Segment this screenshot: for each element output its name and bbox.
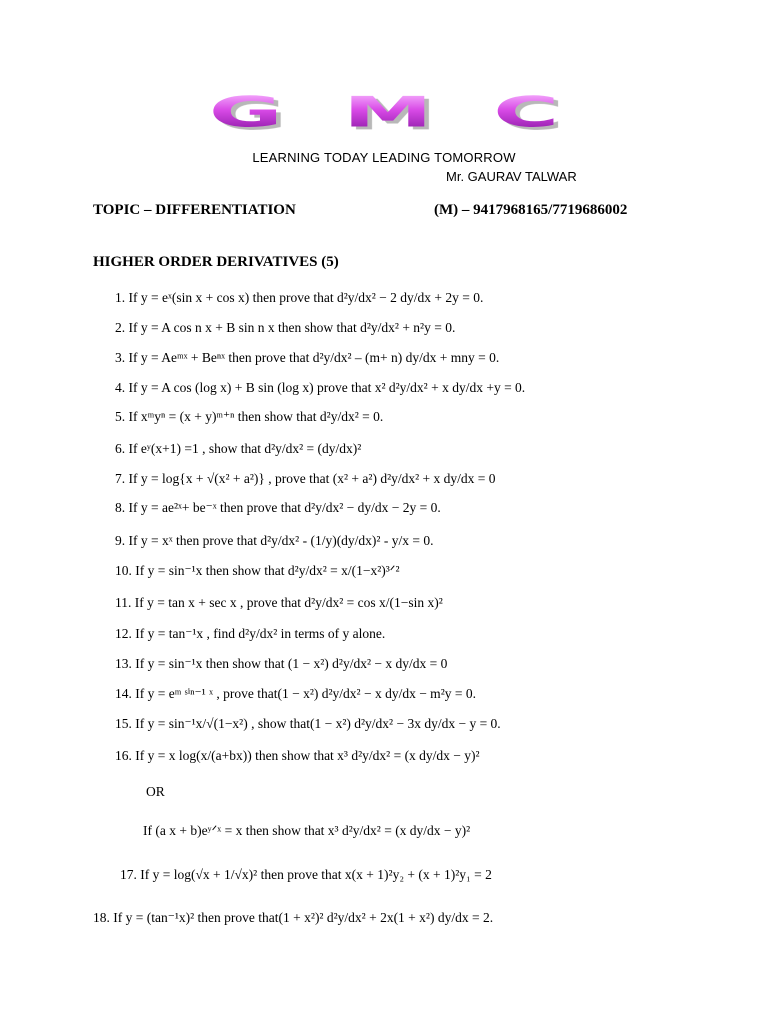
- question-3: [115, 350, 499, 366]
- question-16-alt: [143, 823, 470, 839]
- question-number: 10.: [115, 563, 132, 578]
- question-text: If y = tan x + sec x , prove that d²y/dx² = cos x/(1−sin x)²: [134, 595, 443, 610]
- question-text: If y = ae²ˣ+ be⁻ˣ then prove that d²y/dx² − dy/dx − 2y = 0.: [128, 500, 441, 515]
- question-text: If xᵐyⁿ = (x + y)ᵐ⁺ⁿ then show that d²y/dx² = 0.: [128, 409, 384, 424]
- question-number: 6.: [115, 441, 126, 456]
- question-text: If y = Aeᵐˣ + Beⁿˣ then prove that d²y/dx² – (m+ n) dy/dx + mny = 0.: [128, 350, 500, 365]
- question-text: If y = sin⁻¹x then show that d²y/dx² = x/(1−x²)³ᐟ²: [135, 563, 400, 578]
- motto: LEARNING TODAY LEADING TOMORROW: [252, 150, 516, 165]
- question-number: 4.: [115, 380, 126, 395]
- question-number: 1.: [115, 290, 126, 305]
- question-number: 17.: [120, 867, 137, 882]
- logo-letter-g: G: [208, 87, 283, 137]
- teacher-name: Mr. GAURAV TALWAR: [446, 169, 577, 184]
- topic-title: TOPIC – DIFFERENTIATION: [93, 202, 296, 218]
- question-13: [115, 656, 447, 672]
- question-text: If y = log(√x + 1/√x)² then prove that x(x + 1)²y₂ + (x + 1)²y₁ = 2: [140, 867, 492, 882]
- question-8: [115, 500, 441, 516]
- question-text: If eʸ(x+1) =1 , show that d²y/dx² = (dy/dx)²: [128, 441, 362, 456]
- question-17: [120, 867, 492, 883]
- question-12: [115, 626, 385, 642]
- question-15: [115, 716, 501, 732]
- question-number: 16.: [115, 748, 132, 763]
- question-number: 3.: [115, 350, 126, 365]
- phone-number: (M) – 9417968165/7719686002: [434, 202, 628, 218]
- question-14: [115, 686, 476, 702]
- question-2: [115, 320, 455, 336]
- question-7: [115, 471, 496, 487]
- question-10: [115, 563, 400, 579]
- section-title: HIGHER ORDER DERIVATIVES (5): [93, 254, 339, 270]
- question-number: 12.: [115, 626, 132, 641]
- question-number: 5.: [115, 409, 126, 424]
- question-number: 14.: [115, 686, 132, 701]
- question-11: [115, 595, 443, 611]
- question-18: [93, 910, 493, 926]
- gmc-logo: [200, 84, 570, 140]
- question-text: If y = A cos n x + B sin n x then show that d²y/dx² + n²y = 0.: [128, 320, 456, 335]
- question-number: 9.: [115, 533, 126, 548]
- question-text: If y = sin⁻¹x/√(1−x²) , show that(1 − x²) d²y/dx² − 3x dy/dx − y = 0.: [135, 716, 501, 731]
- question-text: If y = A cos (log x) + B sin (log x) prove that x² d²y/dx² + x dy/dx +y = 0.: [128, 380, 526, 395]
- question-text: If y = x log(x/(a+bx)) then show that x³ d²y/dx² = (x dy/dx − y)²: [135, 748, 480, 763]
- question-text: If y = xˣ then prove that d²y/dx² - (1/y)(dy/dx)² - y/x = 0.: [128, 533, 434, 548]
- question-16: [115, 748, 480, 764]
- question-number: 8.: [115, 500, 126, 515]
- or-text: OR: [146, 784, 165, 799]
- logo-letter-c: C: [493, 87, 560, 137]
- question-text: If y = eᵐ ˢⁱⁿ⁻¹ ˣ , prove that(1 − x²) d²y/dx² − x dy/dx − m²y = 0.: [135, 686, 476, 701]
- question-number: 11.: [115, 595, 132, 610]
- question-number: 7.: [115, 471, 126, 486]
- question-text: If y = log{x + √(x² + a²)} , prove that (x² + a²) d²y/dx² + x dy/dx = 0: [128, 471, 496, 486]
- question-text: If y = tan⁻¹x , find d²y/dx² in terms of y alone.: [135, 626, 386, 641]
- question-text: If (a x + b)eʸᐟˣ = x then show that x³ d²y/dx² = (x dy/dx − y)²: [143, 823, 471, 838]
- question-text: If y = (tan⁻¹x)² then prove that(1 + x²)² d²y/dx² + 2x(1 + x²) dy/dx = 2.: [113, 910, 494, 925]
- question-number: 15.: [115, 716, 132, 731]
- question-number: 18.: [93, 910, 110, 925]
- question-number: 2.: [115, 320, 126, 335]
- question-text: If y = eˣ(sin x + cos x) then prove that d²y/dx² − 2 dy/dx + 2y = 0.: [128, 290, 484, 305]
- question-6: [115, 441, 361, 457]
- question-1: [115, 290, 483, 306]
- question-text: If y = sin⁻¹x then show that (1 − x²) d²y/dx² − x dy/dx = 0: [135, 656, 448, 671]
- or-separator: [146, 784, 165, 800]
- question-4: [115, 380, 525, 396]
- logo-letter-m: M: [342, 87, 433, 137]
- question-number: 13.: [115, 656, 132, 671]
- question-5: [115, 409, 383, 425]
- question-9: [115, 533, 433, 549]
